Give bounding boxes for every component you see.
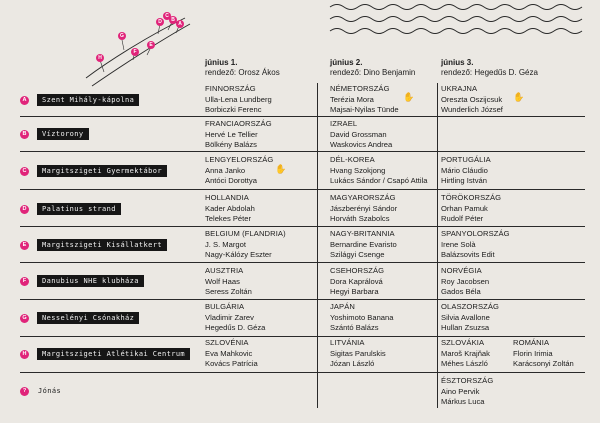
performer: Balázsovits Edit: [441, 250, 495, 259]
venue-name: Szent Mihály-kápolna: [37, 94, 139, 106]
venue-name: Nesselényi Csónakház: [37, 312, 139, 324]
venue-marker: F: [20, 277, 29, 286]
country: ÉSZTORSZÁG: [441, 376, 494, 385]
country: SZLOVÁKIA: [441, 338, 485, 347]
performer: Márkus Luca: [441, 397, 485, 406]
performer: Seress Zoltán: [205, 287, 252, 296]
performer: Telekes Péter: [205, 214, 252, 223]
country: LITVÁNIA: [330, 338, 365, 347]
row-divider: [20, 189, 585, 190]
day-date: június 3.: [441, 58, 474, 67]
country: BULGÁRIA: [205, 302, 245, 311]
day-director: rendező: Dino Benjamin: [330, 68, 416, 77]
performer: Hirtling István: [441, 176, 488, 185]
performer: Horváth Szabolcs: [330, 214, 390, 223]
program-cell: [441, 193, 501, 225]
country: FINNORSZÁG: [205, 84, 256, 93]
program-cell: [330, 84, 399, 116]
performer: Méhes László: [441, 359, 488, 368]
row-divider: [20, 372, 585, 373]
country: NORVÉGIA: [441, 266, 482, 275]
day-date: június 1.: [205, 58, 238, 67]
country: HOLLANDIA: [205, 193, 249, 202]
performer: Nagy-Kálózy Eszter: [205, 250, 272, 259]
performer: Hegyi Barbara: [330, 287, 379, 296]
sign-language-icon: ✋: [275, 164, 287, 174]
venue-name: Danubius NHE klubháza: [37, 275, 144, 287]
map-marker-c: C: [163, 12, 171, 20]
performer: Majsai-Nyilas Tünde: [330, 105, 399, 114]
program-cell: [205, 302, 265, 334]
author: Terézia Mora: [330, 94, 374, 104]
venue-marker: ?: [20, 387, 29, 396]
venue-row-c: [20, 165, 167, 177]
author: Anna Janko: [205, 165, 246, 175]
program-cell: [205, 266, 252, 298]
performer: Hullan Zsuzsa: [441, 323, 490, 332]
day-director: rendező: Orosz Ákos: [205, 68, 280, 77]
sign-language-icon: ✋: [403, 92, 415, 102]
country: JAPÁN: [330, 302, 355, 311]
author: Wolf Haas: [205, 276, 240, 286]
row-divider: [20, 226, 585, 227]
country: IZRAEL: [330, 119, 358, 128]
program-cell: [330, 266, 384, 298]
venue-row-d: [20, 203, 121, 215]
country: CSEHORSZÁG: [330, 266, 385, 275]
column-divider: [317, 83, 318, 408]
map-marker-b: B: [169, 16, 177, 24]
author: Kader Abdolah: [205, 203, 255, 213]
program-cell: [330, 193, 397, 225]
performer: Wunderlich József: [441, 105, 503, 114]
author: Hvang Szokjong: [330, 165, 386, 175]
author: J. S. Margot: [205, 239, 246, 249]
country: UKRAJNA: [441, 84, 478, 93]
map-marker-a: A: [176, 20, 184, 28]
venue-marker: A: [20, 96, 29, 105]
author: Silvia Avallone: [441, 312, 490, 322]
program-cell: [330, 338, 386, 370]
row-divider: [20, 151, 585, 152]
country: MAGYARORSZÁG: [330, 193, 396, 202]
sign-language-icon: ✋: [513, 92, 525, 102]
day-director: rendező: Hegedűs D. Géza: [441, 68, 538, 77]
program-cell-extra: [513, 338, 574, 370]
country: OLASZORSZÁG: [441, 302, 500, 311]
row-divider: [20, 299, 585, 300]
author: Oreszta Oszijcsuk: [441, 94, 503, 104]
day-header-1: [205, 58, 280, 78]
country: NÉMETORSZÁG: [330, 84, 390, 93]
venue-row-b: [20, 128, 89, 140]
venue-marker: H: [20, 350, 29, 359]
country: DÉL-KOREA: [330, 155, 375, 164]
row-divider: [20, 262, 585, 263]
program-cell: [205, 119, 272, 151]
venue-row-f: [20, 275, 144, 287]
author: David Grossman: [330, 129, 387, 139]
country: SPANYOLORSZÁG: [441, 229, 510, 238]
venue-row-g: [20, 312, 139, 324]
author: Hervé Le Tellier: [205, 129, 258, 139]
program-cell: [441, 338, 490, 370]
venue-row-h: [20, 348, 190, 360]
venue-marker: D: [20, 205, 29, 214]
performer: Antóci Dorottya: [205, 176, 257, 185]
program-cell: [205, 155, 273, 187]
row-divider: [20, 336, 585, 337]
author: Roy Jacobsen: [441, 276, 490, 286]
author: Florin Irimia: [513, 348, 553, 358]
program-cell: [441, 229, 510, 261]
program-cell: [330, 119, 392, 151]
performer: Józan László: [330, 359, 375, 368]
day-header-3: [441, 58, 538, 78]
day-header-2: [330, 58, 415, 78]
performer: Karácsonyi Zoltán: [513, 359, 574, 368]
program-cell: [330, 302, 393, 334]
venue-marker: E: [20, 241, 29, 250]
performer: Gados Béla: [441, 287, 481, 296]
performer: Hegedűs D. Géza: [205, 323, 266, 332]
venue-row-a: [20, 94, 139, 106]
country: TÖRÖKORSZÁG: [441, 193, 502, 202]
performer: Szántó Balázs: [330, 323, 379, 332]
day-date: június 2.: [330, 58, 363, 67]
venue-row-e: [20, 239, 167, 251]
map-marker-e: E: [147, 41, 155, 49]
author: Irene Solà: [441, 239, 476, 249]
author: Orhan Pamuk: [441, 203, 488, 213]
author: Yoshimoto Banana: [330, 312, 394, 322]
performer: Waskovics Andrea: [330, 140, 393, 149]
program-cell: [330, 155, 428, 187]
author: Dora Kaprálová: [330, 276, 383, 286]
author: Mário Cláudio: [441, 165, 488, 175]
venue-name: Palatinus strand: [37, 203, 121, 215]
performer: Lukács Sándor / Csapó Attila: [330, 176, 428, 185]
venue-name: Víztorony: [37, 128, 89, 140]
program-cell: [205, 338, 258, 370]
performer: Szilágyi Csenge: [330, 250, 385, 259]
row-divider: [20, 116, 585, 117]
performer: Borbiczki Ferenc: [205, 105, 262, 114]
venue-name: Margitszigeti Atlétikai Centrum: [37, 348, 190, 360]
venue-marker: G: [20, 314, 29, 323]
program-cell: [441, 376, 493, 408]
author: Maroš Krajňak: [441, 348, 490, 358]
performer: Bölkény Balázs: [205, 140, 257, 149]
venue-marker: C: [20, 167, 29, 176]
author: Eva Mahkovic: [205, 348, 253, 358]
program-cell: [441, 155, 491, 187]
author: Bernardine Evaristo: [330, 239, 397, 249]
venue-row-jonas: [20, 385, 66, 397]
country: LENGYELORSZÁG: [205, 155, 274, 164]
map-marker-d: D: [156, 18, 164, 26]
program-cell: [205, 229, 286, 261]
map-marker-g: G: [118, 32, 126, 40]
venue-marker: B: [20, 130, 29, 139]
program-cell: [441, 84, 503, 116]
program-cell: [205, 193, 255, 225]
author: Ulla-Lena Lundberg: [205, 94, 272, 104]
author: Jászberényi Sándor: [330, 203, 398, 213]
performer: Rudolf Péter: [441, 214, 484, 223]
venue-name: Margitszigeti Kisállatkert: [37, 239, 167, 251]
author: Vladimir Zarev: [205, 312, 254, 322]
venue-name: Jónás: [38, 387, 62, 395]
venue-name: Margitszigeti Gyermektábor: [37, 165, 167, 177]
country: PORTUGÁLIA: [441, 155, 491, 164]
map-marker-h: H: [96, 54, 104, 62]
country: SZLOVÉNIA: [205, 338, 249, 347]
country: ROMÁNIA: [513, 338, 550, 347]
country: NAGY-BRITANNIA: [330, 229, 395, 238]
wave-decoration: [0, 0, 600, 50]
program-cell: [205, 84, 272, 116]
author: Sigitas Parulskis: [330, 348, 386, 358]
program-cell: [330, 229, 397, 261]
author: Aino Pervik: [441, 386, 480, 396]
country: FRANCIAORSZÁG: [205, 119, 272, 128]
performer: Kovács Patrícia: [205, 359, 258, 368]
program-cell: [441, 302, 499, 334]
program-cell: [441, 266, 489, 298]
country: AUSZTRIA: [205, 266, 244, 275]
column-divider: [437, 83, 438, 408]
map-marker-f: F: [131, 48, 139, 56]
country: BELGIUM (FLANDRIA): [205, 229, 286, 238]
